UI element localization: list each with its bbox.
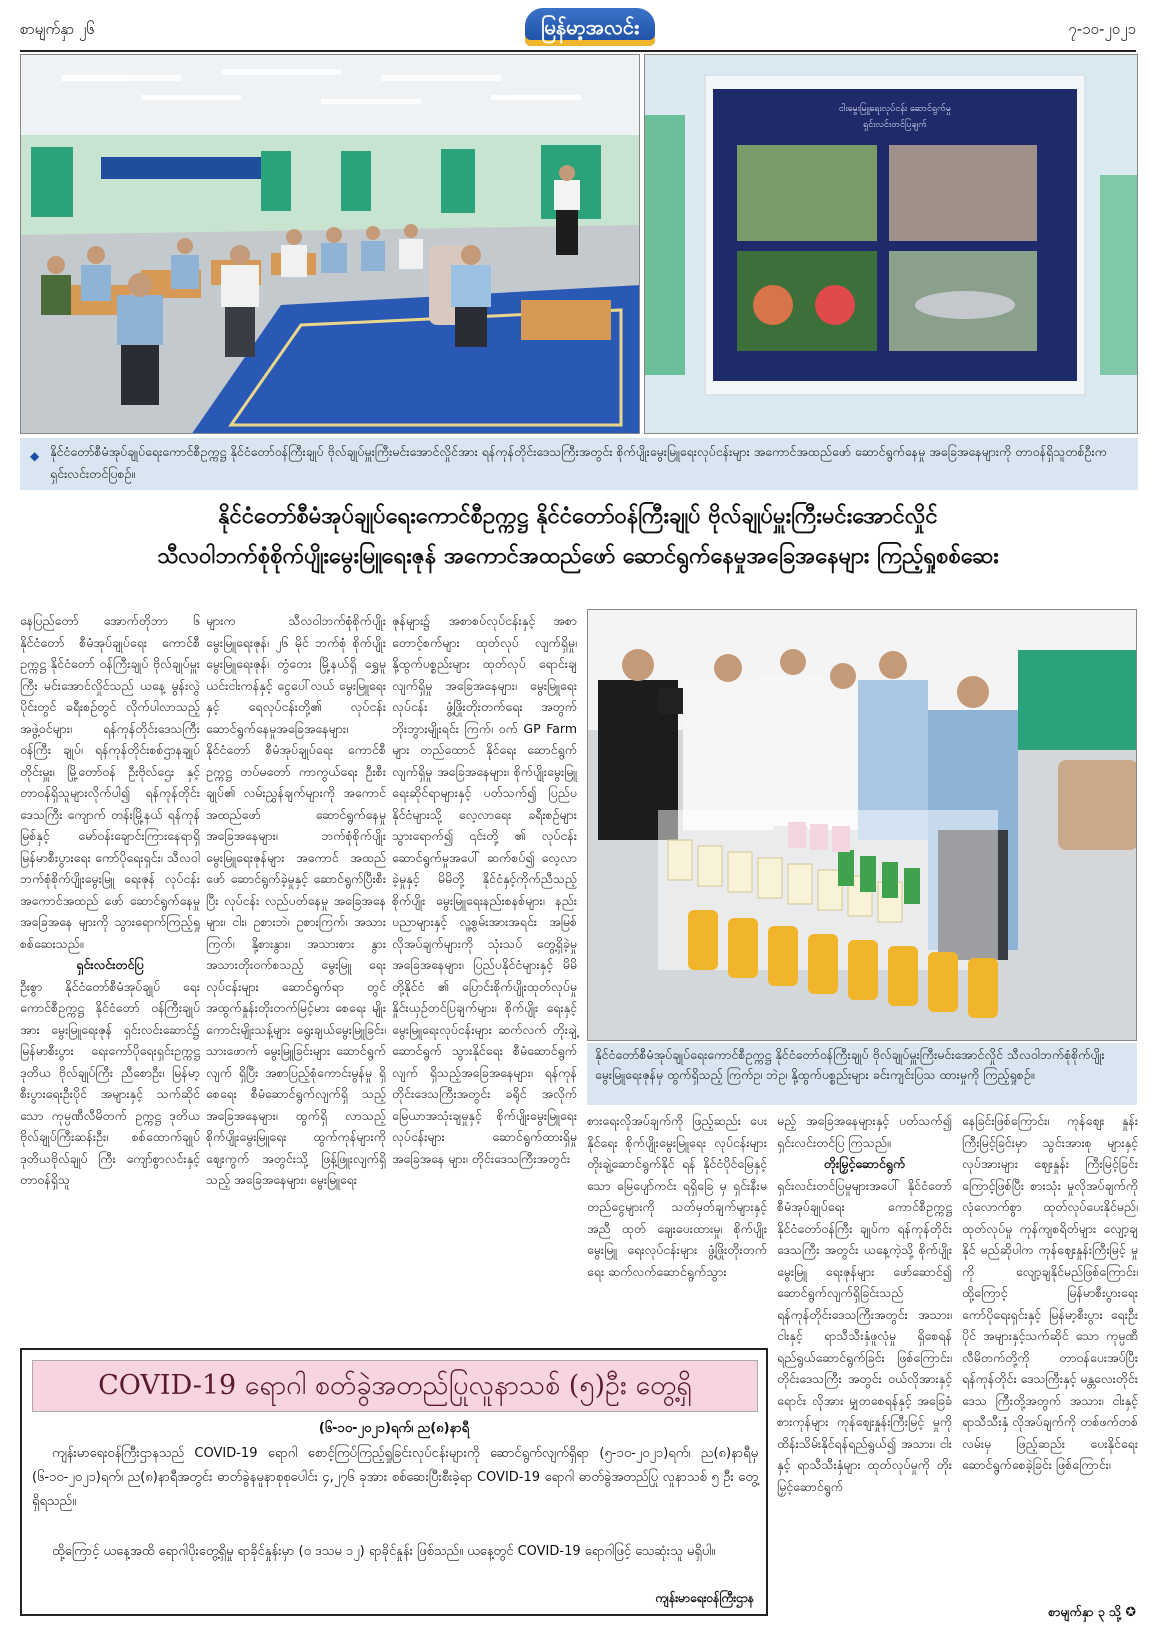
article-column-3 [392, 610, 577, 1340]
masthead-logo: မြန်မာ့အလင်း [525, 8, 655, 46]
photo-projection-screen [644, 54, 1138, 434]
article-subhead: တိုးမြှင့်ဆောင်ရွက် [823, 1156, 906, 1171]
article-paragraph: မည့် အခြေအနေများနှင့် ပတ်သက်၍ ရှင်းလင်းတင်ပြ ကြသည်။ [777, 1113, 952, 1150]
article-column-6 [962, 1110, 1138, 1590]
photo-meeting-hall [20, 54, 640, 434]
svg-text:ရှင်းလင်းတင်ပြချက်: ရှင်းလင်းတင်ပြချက် [863, 120, 927, 130]
article-paragraph: ဦးစွာ နိုင်ငံတော်စီမံအုပ်ချုပ် ရေးကောင်စီဥက္ကဋ္ဌ နိုင်ငံတော် ဝန်ကြီးချုပ်အား မွေးမြူရေးဇုန် ရှင်းလင်းဆောင်၌ မြန်မာစီးပွား ရေးကော်ပိုရေးရှင်းဥက္ကဋ္ဌ ဒုတိယ ဗိုလ်ချုပ်ကြီး ညီစောဦး၊ မြန်မာ့ စီးပွားရေးဦးပိုင် အများနှင့် သက်ဆိုင်သော ကုမ္ပဏီလီမိတက် ဥက္ကဋ္ဌ ဒုတိယဗိုလ်ချုပ်ကြီးဆန်းဦး၊ စစ်ထောက်ချုပ် ဒုတိယဗိုလ်ချုပ် ကြီး ကျော်စွာလင်းနှင့် တာဝန်ရှိသူ [20, 978, 200, 1187]
continued-on-page [1048, 1604, 1136, 1623]
article-subhead: ရှင်းလင်းတင်ပြ [76, 957, 144, 972]
header-rule [20, 50, 1136, 52]
photo-product-display [587, 609, 1137, 1041]
caption-text: နိုင်ငံတော်စီမံအုပ်ချုပ်ရေးကောင်စီဥက္ကဋ္ဌ နိုင်ငံတော်ဝန်ကြီးချုပ် ဗိုလ်ချုပ်မှူးကြီးမင်းအောင်လှိုင် သီလဝါဘက်စုံစိုက်ပျိုးမွေးမြူရေးဇုန်မှ ထွက်ရှိသည့် ကြက်ဥ၊ ဘဲဥ၊ နို့ထွက်ပစ္စည်းများ ခင်းကျင်းပြသ ထားမှုကို ကြည့်ရှုစဉ်။ [595, 1047, 1105, 1082]
covid-title-bar [32, 1360, 758, 1412]
caption-text: နိုင်ငံတော်စီမံအုပ်ချုပ်ရေးကောင်စီဥက္ကဋ္ဌ နိုင်ငံတော်ဝန်ကြီးချုပ် ဗိုလ်ချုပ်မှူးကြီးမင်းအောင်လှိုင်အား ရန်ကုန်တိုင်းဒေသကြီးအတွင်း စိုက်ပျိုးမွေးမြူရေးလုပ်ငန်းများ အကောင်အထည်ဖော် ဆောင်ရွက်နေမှု အခြေအနေများကို တာဝန်ရှိသူတစ်ဦးက ရှင်းလင်းတင်ပြစဉ်။ [50, 444, 1107, 481]
article-paragraph: ရှင်းလင်းတင်ပြမှုများအပေါ် နိုင်ငံတော် စီမံအုပ်ချုပ်ရေး ကောင်စီဥက္ကဋ္ဌ နိုင်ငံတော်ဝန်ကြီး ချုပ်က ရန်ကုန်တိုင်းဒေသကြီး အတွင်း ယနေ့ကဲ့သို့ စိုက်ပျိုးမွေးမြူ ရေးဇုန်များ ဖော်ဆောင်၍ ဆောင်ရွက်လျက်ရှိခြင်းသည် ရန်ကုန်တိုင်းဒေသကြီးအတွင်း အသား၊ ငါးနှင့် ရာသီသီးနှံဖူလုံမှု ရှိစေရန် ရည်ရွယ်ဆောင်ရွက်ခြင်း ဖြစ်ကြောင်း၊ တိုင်းဒေသကြီး အတွင်း ဝယ်လိုအားနှင့် ရောင်း လိုအား မျှတစေရန်နှင့် အခြေခံ စားကုန်များ ကုန်ဈေးနှုန်းကြီးမြင့် မှုကို ထိန်းသိမ်းနိုင်ရန်ရည်ရွယ်၍ အသား၊ ငါးနှင့် ရာသီသီးနှံများ ထုတ်လုပ်မှုကို တိုးမြှင့်ဆောင်ရွက် [777, 1177, 952, 1494]
caption-bullet-icon: ◆ [30, 449, 40, 463]
headline-line-2: သီလဝါဘက်စုံစိုက်ပျိုးမွေးမြူရေးဇုန် အကောင်အထည်ဖော် ဆောင်ရွက်နေမှုအခြေအနေများ ကြည့်ရှုစစ်ဆေး [157, 543, 999, 569]
covid-notice-box [20, 1348, 768, 1616]
article-column-5 [777, 1110, 952, 1590]
article-column-1 [20, 610, 200, 1340]
continued-text: စာမျက်နှာ ၃ သို့ [1048, 1604, 1122, 1619]
article-paragraph: ဇုန်များ၌ အစာစပ်လုပ်ငန်းနှင့် အစာတောင့်စက်များ ထုတ်လုပ် လျက်ရှိမှု၊ နို့ထွက်ပစ္စည်းများ ထုတ်လုပ် ရောင်းချလျက်ရှိမှု အခြေအနေများ၊ မွေးမြူရေး လုပ်ငန်း ဖွံ့ဖြိုးတိုးတက်ရေး အတွက် ဘိုးဘွားမျိုးရင်း ကြက်၊ ဝက် GP Farm များ တည်ထောင် နိုင်ရေး ဆောင်ရွက်လျက်ရှိမှု အခြေအနေများ၊ စိုက်ပျိုးမွေးမြူ ရေးဆိုင်ရာများနှင့် ပတ်သက်၍ ပြည်ပနိုင်ငံများသို့ လေ့လာရေး ခရီးစဉ်များ သွားရောက်၍ ၎င်းတို့ ၏ လုပ်ငန်းဆောင်ရွက်မှုအပေါ် ဆက်စပ်၍ လေ့လာခဲ့မှုနှင့် မိမိတို့ နိုင်ငံနှင့်ကိုက်ညီသည့် စိုက်ပျိုး မွေးမြူရေးနည်းစနစ်များ၊ နည်း ပညာများနှင့် လူ့စွမ်းအားအရင်း အမြစ် လိုအပ်ချက်များကို သုံးသပ် တွေ့ရှိခဲ့မှု အခြေအနေများ၊ ပြည်ပနိုင်ငံများနှင့် မိမိတို့နိုင်ငံ ၏ ပြောင်းစိုက်ပျိုးထုတ်လုပ်မှု နှိုင်းယှဉ်တင်ပြချက်များ၊ စိုက်ပျိုး ရေးနှင့် မွေးမြူရေးလုပ်ငန်းများ ဆက်လက် တိုးချဲ့ဆောင်ရွက် သွားနိုင်ရေး စီမံဆောင်ရွက်လျက် ရှိသည့်အခြေအနေများ၊ ရန်ကုန် တိုင်းဒေသကြီးအတွင်း ခရိုင် အလိုက် မြေယာအသုံးချမှုနှင့် စိုက်ပျိုးမွေးမြူရေးလုပ်ငန်းများ ဆောင်ရွက်ထားရှိမှု အခြေအနေ များ၊ တိုင်းဒေသကြီးအတွင်း [392, 613, 577, 1166]
article-paragraph: စားရေးလိုအပ်ချက်ကို ဖြည့်ဆည်း ပေးနိုင်ရေး စိုက်ပျိုးမွေးမြူရေး လုပ်ငန်းများ တိုးချဲ့ဆောင်ရွက်နိုင် ရန် နိုင်ငံပိုင်မြေနှင့်သော မြေပျော်ကင်း ရရှိခြေ မှ ရှင်းနီးမတည်ငွေများကို သတ်မှတ်ချက်များနှင့်အညီ ထုတ် ချေးပေးထားမှု၊ စိုက်ပျိုးမွေးမြူ ရေးလုပ်ငန်းများ ဖွံ့ဖြိုးတိုးတက် ရေး ဆက်လက်ဆောင်ရွက်သွား [587, 1113, 767, 1279]
product-display-illustration [588, 610, 1137, 1041]
page-header [20, 8, 1136, 48]
page-number: စာမျက်နှာ ၂၆ [20, 20, 95, 38]
covid-paragraph-2: ထို့ကြောင့် ယနေ့အထိ ရောဂါပိုးတွေ့ရှိမှု ရာခိုင်နှုန်းမှာ (၀ ဒသမ ၁၂) ရာခိုင်နှုန်း ဖြစ်သည်။ ယနေ့တွင် COVID-19 ရောဂါဖြင့် သေဆုံးသူ မရှိပါ။ [52, 1544, 716, 1559]
article-paragraph: များက သီလဝါဘက်စုံစိုက်ပျိုး မွေးမြူရေးဇုန်၊ ၂၆ မိုင် ဘက်စုံ စိုက်ပျိုးမွေးမြူရေးဇုန်၊ တွံတေး မြို့နယ်ရှိ ရွှေမူယင်းငါးကန်နှင့် ငွေပေါ်လယ် မွေးမြူရေးနှင့် ရေလုပ်ငန်းတို့၏ လုပ်ငန်း ဆောင်ရွက်နေမှုအခြေအနေများ၊ နိုင်ငံတော် စီမံအုပ်ချုပ်ရေး ကောင်စီဥက္ကဋ္ဌ တပ်မတော် ကာကွယ်ရေး ဦးစီးချုပ်၏ လမ်းညွှန်ချက်များကို အကောင် အထည်ဖော် ဆောင်ရွက်နေမှု အခြေအနေများ၊ ဘက်စုံစိုက်ပျိုး မွေးမြူရေးဇုန်များ အကောင် အထည်ဖော် ဆောင်ရွက်ခဲ့မှုနှင့် ဆောင်ရွက်ပြီးစီးပြီး လုပ်ငန်း လည်ပတ်နေမှု အခြေအနေများ၊ ငါး၊ ဥစားဘဲ၊ ဥစားကြက်၊ အသား ကြက်၊ နို့စားနွား၊ အသားစား နွားအသားတိုးဝက်စသည့် မွေးမြူ ရေးလုပ်ငန်းများ ဆောင်ရွက်ရာ တွင် အထွက်နှုန်းတိုးတက်မြင့်မား စေရေး မျိုးကောင်းမျိုးသန့်များ ရွေးချယ်မွေးမြူခြင်း၊ သားဖောက် မွေးမြူခြင်းများ ဆောင်ရွက်လျက် ရှိပြီး အစာပြည့်စုံကောင်းမွန်မှု ရှိစေရေး စီမံဆောင်ရွက်လျက်ရှိ သည့် အခြေအနေများ၊ ထွက်ရှိ လာသည့် စိုက်ပျိုးမွေးမြူရေး ထွက်ကုန်များကို ဈေးကွက် အတွင်းသို့ ဖြန့်ဖြူးလျက်ရှိသည့် အခြေအနေများ၊ မွေးမြူရေး [206, 613, 386, 1187]
covid-date-line: (၆-၁၀-၂၀၂၁)ရက်၊ ည(၈)နာရီ [318, 1421, 470, 1436]
projection-illustration [645, 55, 1138, 434]
article-headline [20, 496, 1136, 576]
covid-title-latin: COVID-19 [98, 1370, 237, 1401]
headline-line-1: နိုင်ငံတော်စီမံအုပ်ချုပ်ရေးကောင်စီဥက္ကဋ္ဌ နိုင်ငံတော်ဝန်ကြီးချုပ် ဗိုလ်ချုပ်မှူးကြီးမင်းအောင်လှိုင် [218, 503, 938, 529]
article-paragraph: နေပြည်တော် အောက်တိုဘာ ၆ နိုင်ငံတော် စီမံအုပ်ချုပ်ရေး ကောင်စီဥက္ကဋ္ဌ နိုင်ငံတော် ဝန်ကြီးချုပ် ဗိုလ်ချုပ်မှူးကြီး မင်းအောင်လှိုင်သည် ယနေ့ မွန်းလွဲပိုင်းတွင် ခရီးစဉ်တွင် လိုက်ပါလာသည့် အဖွဲ့ဝင်များ၊ ရန်ကုန်တိုင်းဒေသကြီး ဝန်ကြီး ချုပ်၊ ရန်ကုန်တိုင်းစစ်ဌာနချုပ် တိုင်းမှူး၊ မြို့တော်ဝန် ဦးဗိုလ်ဌေး နှင့် တာဝန်ရှိသူများလိုက်ပါ၍ ရန်ကုန်တိုင်းဒေသကြီး ကျောက် တန်းမြို့နယ် ရန်ကုန်မြစ်နှင့် မော်ဝန်းချောင်းကြားနေရာရှိ မြန်မာစီးပွားရေး ကော်ပိုရေးရှင်း၊ သီလဝါ ဘက်စုံစိုက်ပျိုးမွေးမြူ ရေးဇုန် လုပ်ငန်းအကောင်အထည် ဖော် ဆောင်ရွက်နေမှုအခြေအနေ များကို သွားရောက်ကြည့်ရှု စစ်ဆေးသည်။ [20, 613, 200, 951]
article-column-4 [587, 1110, 767, 1340]
meeting-hall-illustration [21, 55, 640, 434]
article-column-2 [206, 610, 386, 1340]
photo-caption-bottom [587, 1043, 1137, 1105]
photo-caption-top [20, 438, 1138, 490]
issue-date: ၇-၁၀-၂၀၂၁ [1068, 20, 1136, 38]
article-paragraph: နေခြင်းဖြစ်ကြောင်း၊ ကုန်ဈေး နှုန်းကြီးမြင့်ခြင်းမှာ သွင်းအားစု များနှင့် လုပ်အားများ ဈေးနှုန်း ကြီးမြင့်ခြင်းကြောင့်ဖြစ်ပြီး စားသုံး မှုလိုအပ်ချက်ကို လုံလောက်စွာ ထုတ်လုပ်ပေးနိုင်မည်၊ ထုတ်လုပ်မှု ကုန်ကျစရိတ်များ လျော့ချနိုင် မည်ဆိုပါက ကုန်ဈေးနှုန်းကြီးမြင့် မှုကို လျော့ချနိုင်မည်ဖြစ်ကြောင်း၊ ထို့ကြောင့် မြန်မာစီးပွားရေး ကော်ပိုရေးရှင်းနှင့် မြန်မာ့စီးပွား ရေးဦးပိုင် အများနှင့်သက်ဆိုင် သော ကုမ္ပဏီလီမိတက်တို့ကို တာဝန်ပေးအပ်ပြီး ရန်ကုန်တိုင်း ဒေသကြီးနှင့် မန္တလေးတိုင်းဒေသ ကြီးတို့အတွက် အသား၊ ငါးနှင့် ရာသီသီးနှံ လိုအပ်ချက်ကို တစ်ဖက်တစ်လမ်းမှ ဖြည့်ဆည်း ပေးနိုင်ရေး ဆောင်ရွက်စေခဲ့ခြင်း ဖြစ်ကြောင်း၊ [962, 1113, 1138, 1472]
covid-source: ကျန်းမာရေးဝန်ကြီးဌာန [655, 1591, 754, 1605]
svg-text:ငါးမွေးမြူရေးလုပ်ငန်း ဆောင်ရွက: ငါးမွေးမြူရေးလုပ်ငန်း ဆောင်ရွက်မှု [838, 104, 952, 114]
covid-title-text: ရောဂါ စတ်ခွဲအတည်ပြုလူနာသစ် (၅)ဦး တွေ့ရှိ [236, 1370, 692, 1401]
continue-arrow-icon: ✪ [1125, 1604, 1136, 1619]
covid-paragraph-1: ကျန်းမာရေးဝန်ကြီးဌာနသည် COVID-19 ရောဂါ စောင့်ကြပ်ကြည့်ရှုခြင်းလုပ်ငန်းများကို ဆောင်ရွက်လျက်ရှိရာ (၅-၁၀-၂၀၂၁)ရက်၊ ည(၈)နာရီမှ (၆-၁၀-၂၀၂၁)ရက်၊ ည(၈)နာရီအတွင်း ဓာတ်ခွဲနမူနာစုစုပေါင်း ၄,၂၇၆ ခုအား စစ်ဆေးပြီးစီးခဲ့ရာ COVID-19 ရောဂါ ဓာတ်ခွဲအတည်ပြု လူနာသစ် ၅ ဦး တွေ့ရှိရသည်။ [32, 1446, 758, 1509]
